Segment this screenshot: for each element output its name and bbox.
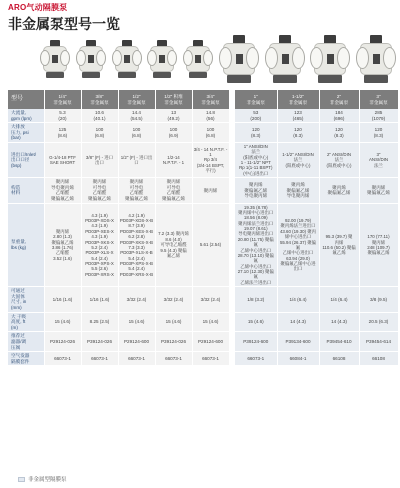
table-row [8, 312, 398, 332]
table-cell: 10.6 (40.1) [81, 109, 118, 123]
table-cell: 1/2-14 N.P.T.F. - 1 [155, 142, 192, 177]
table-cell: 125 (8.6) [44, 123, 81, 143]
table-row [8, 109, 398, 123]
table-cell: 3/8 (9.5) [359, 287, 398, 312]
pump-image-three-quarter [183, 40, 213, 80]
row-label: 可通过 大固体 尺寸, in (mm) [8, 287, 44, 312]
table-cell: 3" ANSI/DIN 法兰 [359, 142, 398, 177]
column-header: 1/4" 非金属泵 [44, 90, 81, 109]
table-cell: 66073-1 [118, 352, 155, 366]
table-cell: 66084-1 [277, 352, 319, 366]
table-cell: 95.3 (39.7) 聚 丙烯 110.6 (50.2) 聚偏 氟乙烯 [319, 203, 359, 287]
table-body [8, 109, 398, 366]
table-cell: 14 (4.3) [319, 312, 359, 332]
table-cell: P39134-600 [277, 332, 319, 352]
table-cell: 2" ANSI/DIN 法兰 (阳底或中心) [319, 142, 359, 177]
table-cell: 123 (465) [277, 109, 319, 123]
table-cell: 66073-1 [192, 352, 229, 366]
pump-image-strip [40, 34, 396, 86]
table-cell: 66073-1 [235, 352, 277, 366]
table-cell: 聚丙烯 2.80 (1.3) 聚偏氟乙烯 3.86 (1.76) 乙缩醛 3.52 (1.6) [44, 203, 81, 287]
column-header: 2" 非金属泵 [319, 90, 359, 109]
table-cell: 15 (4.6) [155, 312, 192, 332]
table-cell: 13 (49.2) [155, 109, 192, 123]
column-header: 3/8" 非金属泵 [81, 90, 118, 109]
spec-table [8, 90, 399, 366]
table-cell: 53 (200) [235, 109, 277, 123]
pump-image-three [356, 35, 396, 85]
legend-label: 非金属型隔膜泵 [28, 477, 67, 483]
row-label: 推荐过 滤器/调 压阀 [8, 332, 44, 352]
legend-swatch [18, 477, 25, 482]
table-cell: P39124-026 [81, 332, 118, 352]
table-row [8, 142, 398, 177]
column-header: 1" 非金属泵 [235, 90, 277, 109]
table-cell: 66073-1 [81, 352, 118, 366]
table-cell: 4.2 (1.9) PD03P-XDS-X-B 8.7 (3.9) PD03P-XES-X-B 6.2 (2.8) PD03P-XKS-X-B 7.3 (3.3) PD03P-XLS-X-B 5.4 (2.4) PD03P-XPS-X-B 5.4 (2.4) PD03P-XRS-X-B [118, 203, 155, 287]
column-header: 1-1/2" 非金属泵 [277, 90, 319, 109]
table-cell: 66108 [319, 352, 359, 366]
table-row [8, 203, 398, 287]
table-cell: P39454-614 [359, 332, 398, 352]
table-cell: 5.61 (2.54) [192, 203, 229, 287]
table-cell: 3/32 (2.4) [118, 287, 155, 312]
table-cell: 100 (6.8) [81, 123, 118, 143]
table-cell: 4.3 (1.9) PD03P-XDS-X 4.3 (1.9) PD03P-XES-X 4.3 (1.9) PD03P-XKS-X 5.2 (2.4) PD03P-XLS-X 5.4 (2.4) PD03P-XPS-X 5.5 (2.6) PD03P-XRS-X [81, 203, 118, 287]
table-cell: 聚丙烯 聚偏氟乙烯 导电聚丙烯 [277, 178, 319, 203]
pump-image-three-eighths [76, 40, 106, 80]
table-cell: 19.35 (8.78) 聚丙烯中心进出口 18.56 (8.09) 聚丙烯法兰进出口 19.07 (8.61) 导电聚丙烯进出口 20.80 (11.75) 聚偏氟 乙烯中心进出口 28.70 (13.10) 聚偏氟 乙烯中心进出口 27.10 (12.30) 聚偏氟 乙烯法兰进出口 [235, 203, 277, 287]
table-cell: 14.8 (56) [192, 109, 229, 123]
table-cell: 120 (8.3) [277, 123, 319, 143]
table-cell: 7.2 (3.3) 聚丙烯 8.6 (4.0) 可导电乙缩醛 9.5 (4.3) 聚偏 氟乙烯 [155, 203, 192, 287]
table-cell: 20.5 (6.3) [359, 312, 398, 332]
table-cell: 聚丙烯 导电聚丙烯 乙缩醛 聚偏氟乙烯 [44, 178, 81, 203]
table-cell: P29124-600 [192, 332, 229, 352]
table-cell: P39454-610 [319, 332, 359, 352]
table-cell: 15 (4.6) [235, 312, 277, 332]
table-cell: 5.3 (20) [44, 109, 81, 123]
table-cell: 120 (8.3) [319, 123, 359, 143]
table-cell: 1/2" (F) - 进口出口 [118, 142, 155, 177]
column-header: 3" 非金属泵 [359, 90, 398, 109]
table-cell: 14.4 (54.5) [118, 109, 155, 123]
table-cell: 聚丙烯 [192, 178, 229, 203]
row-label: 大流量, gpm (lpm) [8, 109, 44, 123]
row-label: 泵重量, lbs (kg) [8, 203, 44, 287]
row-label: 进出口/Inlet/ 出口口径 (bsp) [8, 142, 44, 177]
table-row [8, 352, 398, 366]
table-cell: P29124-026 [44, 332, 81, 352]
table-cell: 14 (4.3) [277, 312, 319, 332]
table-row [8, 287, 398, 312]
page-title: 非金属泵型号一览 [8, 16, 120, 32]
table-row [8, 123, 398, 143]
table-cell: 184 (696) [319, 109, 359, 123]
table-cell: P29124-600 [118, 332, 155, 352]
pump-image-half-stacked [147, 40, 177, 80]
table-cell: 聚丙烯 聚偏氟乙烯 [319, 178, 359, 203]
table-cell: 1/16 (1.6) [44, 287, 81, 312]
footer-legend [18, 475, 67, 483]
row-label: 构造 材料 [8, 178, 44, 203]
table-cell: 1" ANSI/DIN 法兰 (阳底或中心) 1 - 11-1/2" NPT Rp 1(1-11 BSPT) (中心)进出口 [235, 142, 277, 177]
table-cell: 3/8" (F) - 进口 出口 [81, 142, 118, 177]
table-cell: 100 (6.9) [155, 123, 192, 143]
table-cell: 3/4 - 14 N.P.T.F. - 1 Rp 3/4 (3/4-14 BSPT, 平行) [192, 142, 229, 177]
table-cell: 1-1/2" ANSI/DIN 法兰 (阳底或中心) [277, 142, 319, 177]
table-cell: 120 (8.3) [235, 123, 277, 143]
table-cell: P39124-600 [235, 332, 277, 352]
table-cell: 66108 [359, 352, 398, 366]
table-cell: 1/4 (6.4) [277, 287, 319, 312]
pump-image-half [112, 40, 142, 80]
pump-image-one [219, 35, 259, 85]
row-label: 空气发器 隔膜套件 [8, 352, 44, 366]
pump-image-two [310, 35, 350, 85]
table-cell: 285 (1079) [359, 109, 398, 123]
pump-image-quarter [40, 40, 70, 80]
table-cell: 15 (4.6) [118, 312, 155, 332]
table-cell: 15 (4.6) [44, 312, 81, 332]
table-cell: 1/16 (1.6) [81, 287, 118, 312]
row-label: 大排放 压力, psi (bar) [8, 123, 44, 143]
table-cell: 聚丙烯 聚偏氟乙烯 [359, 178, 398, 203]
column-header: 3/4" 非金属泵 [192, 90, 229, 109]
table-cell: 100 (6.8) [118, 123, 155, 143]
table-cell: 66073-1 [44, 352, 81, 366]
row-label: 大 干吸 高度, ft (m) [8, 312, 44, 332]
table-cell: G-1/4-18 PTF SAE SHORT [44, 142, 81, 177]
table-cell: 1/4 (6.4) [319, 287, 359, 312]
table-header-label: 型号 [8, 90, 44, 109]
brand-label: ARO气动隔膜泵 [8, 3, 68, 12]
table-cell: 100 (6.8) [192, 123, 229, 143]
table-cell: 1/8 (3.2) [235, 287, 277, 312]
column-header: 1/2" 积堆 非金属泵 [155, 90, 192, 109]
table-cell: 3/32 (2.4) [192, 287, 229, 312]
table-cell: 聚丙烯 可导电 乙缩醛 聚偏氟乙烯 [155, 178, 192, 203]
table-cell: 3/32 (2.4) [155, 287, 192, 312]
table-row [8, 178, 398, 203]
table-cell: 聚丙烯 聚偏氟乙烯 导电聚丙烯 [235, 178, 277, 203]
table-cell: 15 (4.6) [192, 312, 229, 332]
table-header-row [8, 90, 398, 109]
table-cell: P39124-026 [155, 332, 192, 352]
pump-image-one-half [265, 35, 305, 85]
table-cell: 8.25 (2.5) [81, 312, 118, 332]
table-cell: 66073-1 [155, 352, 192, 366]
table-cell: 170 (77.11) 聚丙烯 248 (109.7) 聚偏氟乙烯 [359, 203, 398, 287]
table-row [8, 332, 398, 352]
table-cell: 聚丙烯 可导电 乙缩醛 聚偏氟乙烯 [81, 178, 118, 203]
table-cell: 120 (8.3) [359, 123, 398, 143]
table-cell: 92.00 (19.79) 聚丙烯法兰进出口 43.60 (19.30) 聚丙 烯中心进出口 55.94 (26.37) 聚偏氟 乙烯中心进出口 63.94 (29.0) 聚偏氟乙烯中心进出口 [277, 203, 319, 287]
table-cell: 聚丙烯 可导电 乙缩醛 聚偏氟乙烯 [118, 178, 155, 203]
column-header: 1/2" 非金属泵 [118, 90, 155, 109]
